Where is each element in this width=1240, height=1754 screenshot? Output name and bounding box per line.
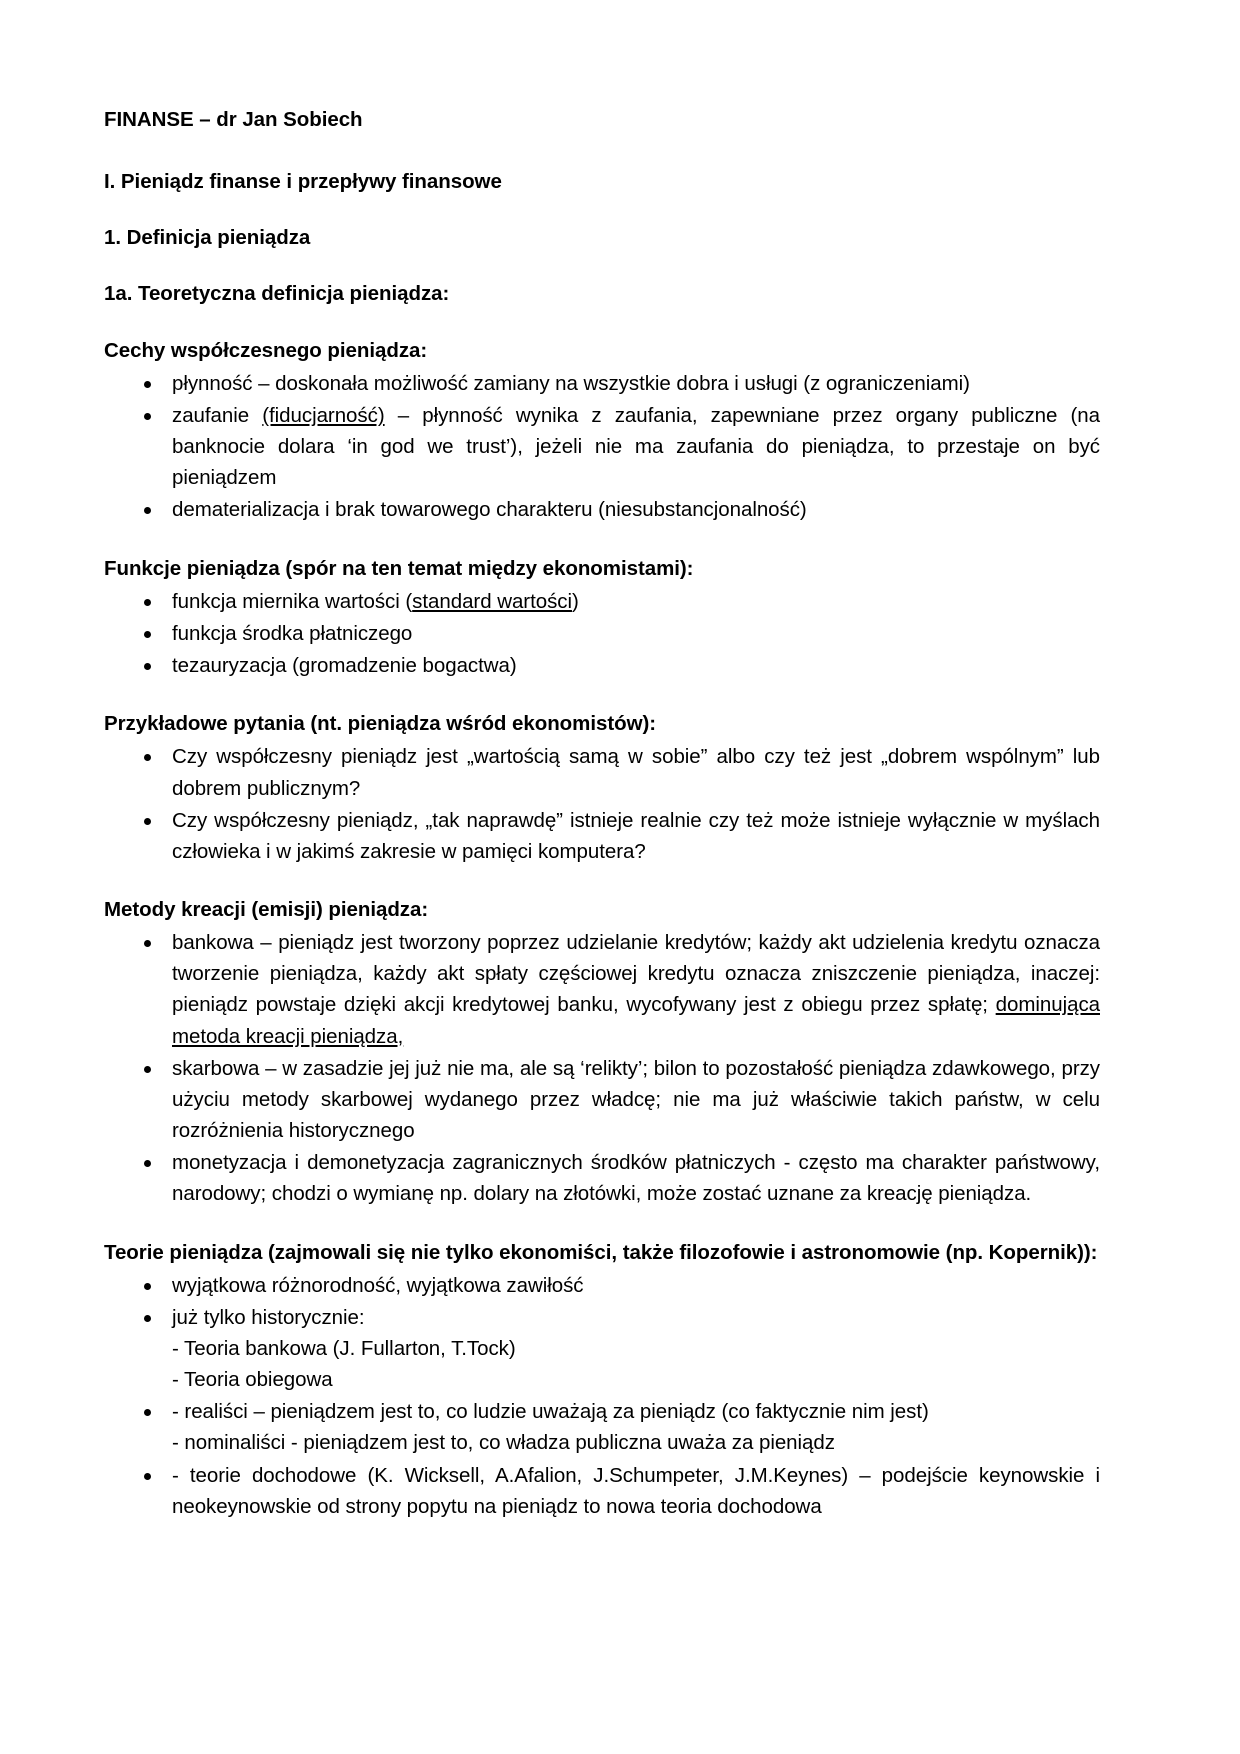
bullet-text-tezauryzacja: tezauryzacja (gromadzenie bogactwa) xyxy=(172,654,517,678)
list-item xyxy=(104,741,1100,803)
sub-item-teoria-bankowa: - Teoria bankowa (J. Fullarton, T.Tock) xyxy=(172,1337,516,1360)
list-item xyxy=(104,494,1100,525)
bullet-text-pytanie-2: Czy współczesny pieniądz, „tak naprawdę” istnieje realnie czy też może istnieje wyłącznie w myślach człowieka i w jakimś zakresie w pamięci komputera? xyxy=(172,808,1100,863)
bullet-text-miernik-underline: standard wartości xyxy=(412,589,572,613)
bullet-text-historycznie: już tylko historycznie: xyxy=(172,1305,365,1329)
spacer xyxy=(104,1211,1100,1237)
heading-pytania: Przykładowe pytania (nt. pieniądza wśród ekonomistów): xyxy=(104,712,657,736)
list-teorie xyxy=(104,1270,1100,1522)
bullet-text-dematerializacja: dematerializacja i brak towarowego charakteru (niesubstancjonalność) xyxy=(172,498,807,522)
list-item xyxy=(104,400,1100,493)
heading-teorie: Teorie pieniądza (zajmowali się nie tylko ekonomiści, także filozofowie i astronomowie (np. Kopernik)): xyxy=(104,1240,1098,1264)
bullet-text-miernik-pre: funkcja miernika wartości ( xyxy=(172,589,413,613)
bullet-text-miernik-post: ) xyxy=(571,589,579,613)
list-funkcje xyxy=(104,586,1100,681)
bullet-text-zaufanie-underline: (fiducjarność) xyxy=(262,403,385,427)
section-heading: 1. Definicja pieniądza xyxy=(104,226,311,250)
sub-item-nominalisci: - nominaliści - pieniądzem jest to, co władza publiczna uważa za pieniądz xyxy=(172,1431,835,1455)
subsection-heading: 1a. Teoretyczna definicja pieniądza: xyxy=(104,282,450,306)
list-item xyxy=(104,1302,1100,1395)
list-metody xyxy=(104,927,1100,1209)
heading-cechy: Cechy współczesnego pieniądza: xyxy=(104,338,428,362)
heading-metody: Metody kreacji (emisji) pieniądza: xyxy=(104,897,429,921)
bullet-text-zaufanie-pre: zaufanie xyxy=(172,403,263,427)
spacer xyxy=(104,527,1100,553)
bullet-text-skarbowa: skarbowa – w zasadzie jej już nie ma, ale są ‘relikty’; bilon to pozostałość pieniądza zdawkowego, przy użyciu metody skarbowej wydanego przez władcę; nie ma już właściwie takich państw, w celu rozróżnienia historycznego xyxy=(172,1056,1100,1143)
bullet-text-srodek: funkcja środka płatniczego xyxy=(172,621,413,645)
sub-item-teoria-obiegowa: - Teoria obiegowa xyxy=(172,1368,333,1392)
list-item xyxy=(104,586,1100,617)
bullet-text-monetyzacja: monetyzacja i demonetyzacja zagranicznych środków płatniczych - często ma charakter państwowy, narodowy; chodzi o wymianę np. dolary na złotówki, może zostać uznane za kreację pieniądza. xyxy=(172,1151,1100,1206)
list-item xyxy=(104,805,1100,867)
document-title: FINANSE – dr Jan Sobiech xyxy=(104,108,363,131)
spacer xyxy=(104,868,1100,894)
bullet-text-plynnosc: płynność – doskonała możliwość zamiany na wszystkie dobra i usługi (z ograniczeniami) xyxy=(172,371,970,395)
list-item xyxy=(104,1053,1100,1146)
bullet-text-roznorodnosc: wyjątkowa różnorodność, wyjątkowa zawiłość xyxy=(172,1273,584,1297)
list-item xyxy=(104,1460,1100,1522)
list-item xyxy=(104,1147,1100,1209)
bullet-text-dochodowe: - teorie dochodowe (K. Wicksell, A.Afalion, J.Schumpeter, J.M.Keynes) – podejście keynowskie i neokeynowskie od strony popytu na pieniądz to nowa teoria dochodowa xyxy=(172,1463,1100,1518)
bullet-text-bankowa-underline: dominująca metoda kreacji pieniądza, xyxy=(172,993,1100,1048)
bullet-text-realisci: - realiści – pieniądzem jest to, co ludzie uważają za pieniądz (co faktycznie nim jest) xyxy=(172,1400,929,1424)
list-item xyxy=(104,368,1100,399)
list-item xyxy=(104,650,1100,681)
chapter-heading: I. Pieniądz finanse i przepływy finansowe xyxy=(104,170,502,194)
bullet-text-pytanie-1: Czy współczesny pieniądz jest „wartością samą w sobie” albo czy też jest „dobrem wspólnym” lub dobrem publicznym? xyxy=(172,745,1100,800)
bullet-text-zaufanie-post: – płynność wynika z zaufania, zapewniane przez organy publiczne (na banknocie dolara ‘in god we trust’), jeżeli nie ma zaufania do pieniądza, to przestaje on być pieniądzem xyxy=(172,403,1100,490)
list-item xyxy=(104,618,1100,649)
spacer xyxy=(104,682,1100,708)
list-item xyxy=(104,1396,1100,1458)
list-cechy xyxy=(104,368,1100,526)
heading-funkcje: Funkcje pieniądza (spór na ten temat między ekonomistami): xyxy=(104,556,694,580)
list-pytania xyxy=(104,741,1100,867)
list-item xyxy=(104,927,1100,1052)
document-body xyxy=(104,104,1100,1522)
list-item xyxy=(104,1270,1100,1301)
bullet-text-bankowa-pre: bankowa – pieniądz jest tworzony poprzez udzielanie kredytów; każdy akt udzielenia kredytu oznacza tworzenie pieniądza, każdy akt spłaty częściowej kredytu oznacza zniszczenie pieniądza, inaczej: pieniądz powstaje dzięki akcji kredytowej banku, wycofywany jest z obiegu przez spłatę; xyxy=(172,931,1100,1017)
